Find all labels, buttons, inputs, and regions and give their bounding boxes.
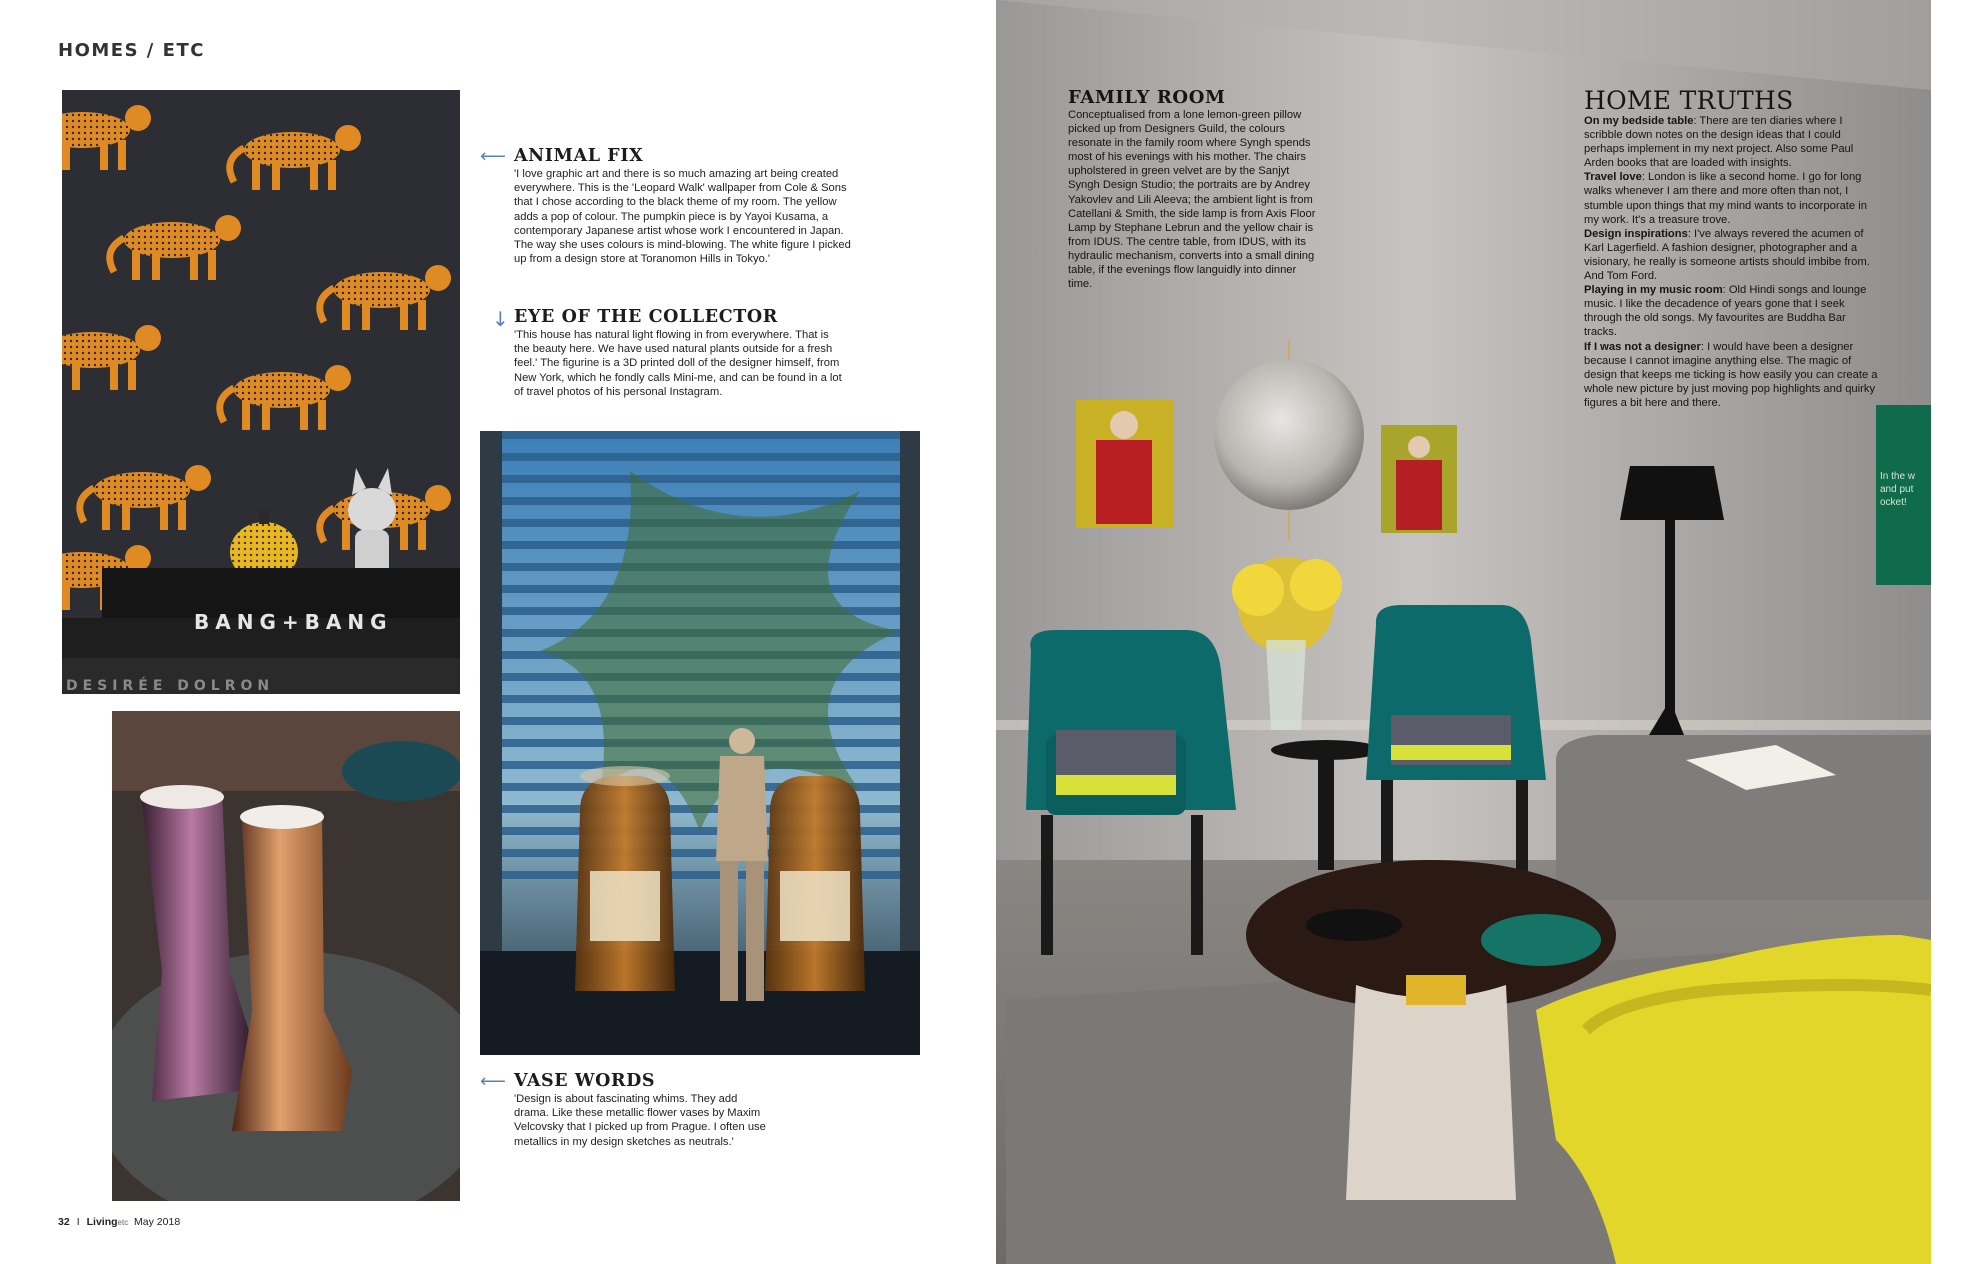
issue-date: May 2018 <box>134 1216 181 1228</box>
figurine-photo <box>480 431 920 1055</box>
home-truths-item <box>1584 170 1880 226</box>
family-room-block <box>1068 88 1322 291</box>
green-sign-text: In the w and put ocket! <box>1880 471 1916 508</box>
animal-fix-title: ANIMAL FIX <box>514 146 644 166</box>
home-truths-item <box>1584 227 1880 283</box>
family-room-body: Conceptualised from a lone lemon-green pillow picked up from Designers Guild, the colours resonate in the family room where Syngh spends most of his evenings with his mother. The chairs upholstered in green velvet are by the Sanjyt Syngh Design Studio; the portraits are by Andrey Yakovlev and Lili Aleeva; the ambient light is from Catellani & Smith, the side lamp is from Axis Floor Lamp by Stephane Lebrun and the yellow chair is from IDUS. The centre table, from IDUS, with its hydraulic mechanism, converts into a small dining table, if the evenings flow languidly into dinner time. <box>1068 109 1316 291</box>
eye-of-the-collector-title: EYE OF THE COLLECTOR <box>514 307 778 327</box>
home-truths-item-text: : London is like a second home. I go for long walks whenever I am there and more often than not, I stumble upon things that my mind wants to incorporate in my work. It's a treasure trove. <box>1584 171 1867 226</box>
vase-words-caption <box>514 1071 772 1149</box>
left-arrow-icon: ⟵ <box>480 1071 506 1092</box>
home-truths-item <box>1584 283 1880 339</box>
brand-suffix: etc <box>117 1218 129 1227</box>
home-truths-block <box>1584 88 1880 410</box>
brand-name: Living <box>86 1216 118 1228</box>
animal-fix-caption <box>514 146 854 266</box>
book-spine-subtitle: DESIRÉE DOLRON <box>66 678 275 694</box>
eye-of-the-collector-body: 'This house has natural light flowing in from everywhere. That is the beauty here. We have used natural plants outside for a fresh feel.' The figurine is a 3D printed doll of the designer himself, from New York, which he fondly calls Mini-me, and can be found in a lot of travel photos of his personal Instagram. <box>514 329 842 398</box>
home-truths-item <box>1584 114 1880 170</box>
home-truths-item-text: : I would have been a designer because I cannot imagine anything else. The magic of design that keeps me ticking is how easily you can create a whole new picture by just moving pop highlights and quirky figures a bit here and there. <box>1584 340 1878 409</box>
home-truths-item <box>1584 340 1880 410</box>
home-truths-title: HOME TRUTHS <box>1584 86 1794 115</box>
book-spine-title: BANG+BANG <box>194 610 393 634</box>
vase-words-title: VASE WORDS <box>514 1071 656 1091</box>
leopard-wallpaper-photo <box>62 90 460 694</box>
home-truths-item-label: On my bedside table <box>1584 115 1694 127</box>
family-room-title: FAMILY ROOM <box>1068 87 1226 108</box>
home-truths-item-text: : Old Hindi songs and lounge music. I like the decadence of years gone that I seek through the old songs. My favourites are Buddha Bar tracks. <box>1584 284 1867 339</box>
eye-of-the-collector-caption <box>514 307 844 399</box>
section-label: HOMES / ETC <box>58 40 205 61</box>
page-number: 32 <box>58 1216 70 1228</box>
home-truths-item-text: : There are ten diaries where I scribble down notes on the design ideas that I could perhaps implement in my next project. Also some Paul Arden books that are loaded with insights. <box>1584 115 1854 170</box>
home-truths-item-text: : I've always revered the acumen of Karl Lagerfield. A fashion designer, photographer and a visionary, he really is someone artists should imbibe from. And Tom Ford. <box>1584 227 1870 283</box>
vase-words-body: 'Design is about fascinating whims. They add drama. Like these metallic flower vases by Maxim Velcovsky that I picked up from Prague. I often use metallics in my design sketches as neutrals.' <box>514 1093 766 1148</box>
page-footer: 32 I Livingetc May 2018 <box>58 1216 181 1228</box>
home-truths-item-label: Playing in my music room <box>1584 284 1723 297</box>
home-truths-item-label: If I was not a designer <box>1584 340 1701 353</box>
left-arrow-icon: ⟵ <box>480 146 506 167</box>
metallic-vases-photo <box>112 711 460 1201</box>
home-truths-item-label: Travel love <box>1584 171 1642 184</box>
animal-fix-body: 'I love graphic art and there is so much amazing art being created everywhere. This is the 'Leopard Walk' wallpaper from Cole & Sons that I chose according to the black theme of my room. The yellow adds a pop of colour. The pumpkin piece is by Yayoi Kusama, a contemporary Japanese artist whose work I encountered in Japan. The way she uses colours is mind-blowing. The white figure I picked up from a design store at Toranomon Hills in Tokyo.' <box>514 168 851 266</box>
home-truths-item-label: Design inspirations <box>1584 227 1688 240</box>
down-arrow-icon: ↓ <box>492 307 509 331</box>
